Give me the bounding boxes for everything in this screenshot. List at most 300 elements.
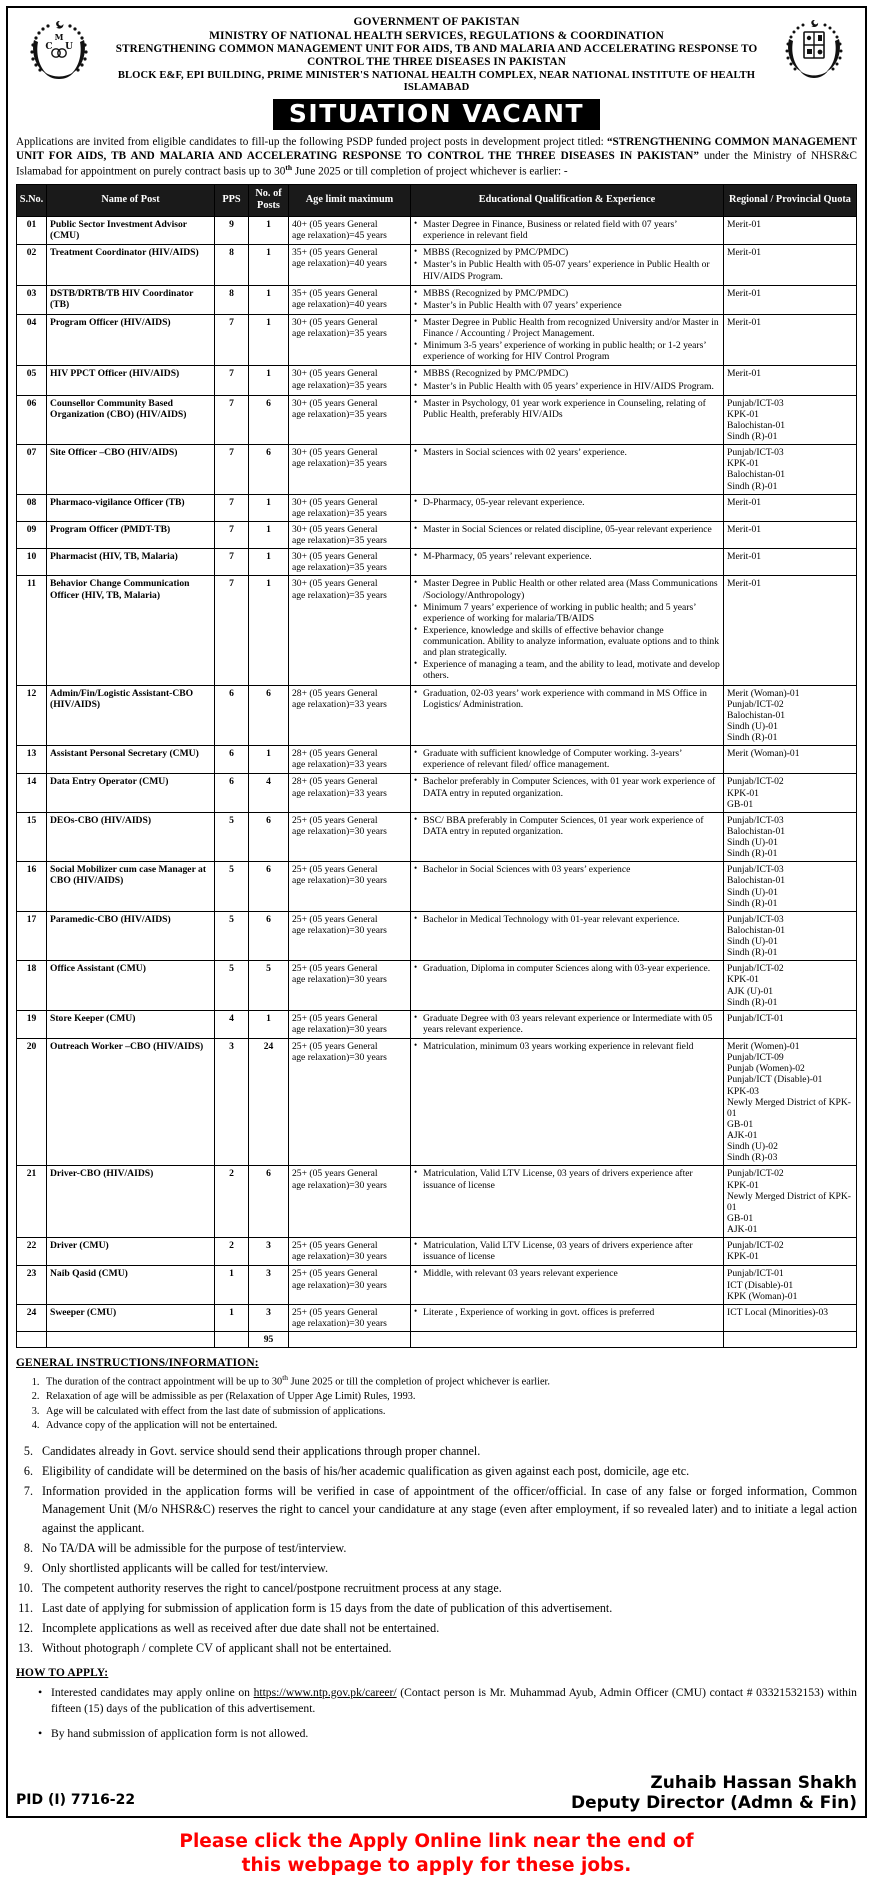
- cell-age: [289, 245, 411, 285]
- age-line: age relaxation)=35 years: [292, 507, 387, 519]
- cell-sno: 21: [17, 1166, 47, 1238]
- instruction-item: 11. Last date of applying for submission of application form is 15 days from the date of publication of this advertisement.: [36, 1599, 857, 1617]
- cell-age: [289, 1010, 411, 1038]
- education-list: [414, 748, 720, 770]
- quota-line: Punjab/ICT-09: [727, 1052, 784, 1064]
- education-list: [414, 815, 720, 837]
- quota-line: GB-01: [727, 1118, 754, 1130]
- quota-line: KPK-01: [727, 787, 759, 799]
- quota-line: AJK-01: [727, 1130, 758, 1141]
- pakistan-state-emblem-icon: [771, 14, 857, 82]
- education-list: [414, 914, 720, 925]
- cell-post: DSTB/DRTB/TB HIV Coordinator (TB): [47, 285, 215, 314]
- quota-line: Punjab/ICT-02: [727, 698, 784, 710]
- education-list: [414, 317, 720, 363]
- education-list: [414, 447, 720, 458]
- total-row-cell: [411, 1332, 724, 1348]
- quota-line: Punjab/ICT-01: [727, 1012, 784, 1024]
- table-row: [17, 746, 857, 774]
- education-item: • D-Pharmacy, 05-year relevant experience.: [414, 497, 720, 508]
- table-row: [17, 521, 857, 548]
- quota-line: Sindh (R)-01: [727, 996, 778, 1008]
- education-item: • Master in Social Sciences or related discipline, 05-year relevant experience: [414, 524, 720, 535]
- cell-quota: [724, 521, 857, 548]
- advertisement-frame: [6, 6, 867, 1818]
- cell-pps: 7: [215, 445, 249, 495]
- age-line: 35+ (05 years General: [292, 247, 378, 259]
- cell-age: [289, 774, 411, 812]
- cell-education: [411, 445, 724, 495]
- cell-post: Outreach Worker –CBO (HIV/AIDS): [47, 1039, 215, 1166]
- cell-post: Pharmacist (HIV, TB, Malaria): [47, 549, 215, 576]
- quota-line: Merit (Woman)-01: [727, 748, 800, 760]
- cell-education: [411, 1166, 724, 1238]
- education-item: • Master’s in Public Health with 07 years’ experience: [414, 300, 720, 311]
- age-line: age relaxation)=35 years: [292, 328, 387, 339]
- age-line: age relaxation)=30 years: [292, 875, 387, 887]
- cell-quota: [724, 285, 857, 314]
- cell-age: [289, 1304, 411, 1331]
- situation-vacant-banner: SITUATION VACANT: [273, 99, 600, 131]
- cell-education: [411, 1010, 724, 1038]
- cell-age: [289, 862, 411, 912]
- table-row: [17, 576, 857, 685]
- education-list: [414, 1307, 720, 1318]
- cell-education: [411, 746, 724, 774]
- table-row: [17, 961, 857, 1011]
- quota-line: Punjab/ICT-01: [727, 1268, 784, 1280]
- education-item: • Graduation, 02-03 years’ work experience with command in MS Office in Logistics/ Administration.: [414, 688, 720, 710]
- apply-item-byhand: • By hand submission of application form is not allowed.: [38, 1726, 857, 1742]
- quota-line: Balochistan-01: [727, 825, 786, 837]
- quota-line: KPK-01: [727, 408, 759, 420]
- age-line: 30+ (05 years General: [292, 368, 378, 380]
- cell-age: [289, 494, 411, 521]
- cell-post: Driver-CBO (HIV/AIDS): [47, 1166, 215, 1238]
- education-item: • M-Pharmacy, 05 years’ relevant experience.: [414, 551, 720, 562]
- education-list: [414, 1041, 720, 1052]
- age-line: age relaxation)=45 years: [292, 230, 387, 242]
- instruction-item: 1. The duration of the contract appointment will be up to 30th June 2025 or till the completion of project whichever is earlier.: [42, 1373, 857, 1390]
- cell-posts: 6: [249, 1166, 289, 1238]
- education-item: • Bachelor in Social Sciences with 03 years’ experience: [414, 864, 720, 875]
- education-item: • Master Degree in Public Health from recognized University and/or Master in Finance / Accounting / Project Management.: [414, 317, 720, 339]
- cell-posts: 6: [249, 445, 289, 495]
- cell-quota: [724, 685, 857, 746]
- cell-pps: 5: [215, 961, 249, 1011]
- quota-line: Sindh (R)-01: [727, 431, 778, 442]
- jobs-table-body: [17, 217, 857, 1348]
- quota-line: Sindh (R)-01: [727, 732, 778, 743]
- header-line-project: STRENGTHENING COMMON MANAGEMENT UNIT FOR AIDS, TB AND MALARIA AND ACCELERATING RESPONSE TO CONTROL THE THREE DISEASES IN PAKISTAN: [115, 43, 758, 69]
- age-line: 30+ (05 years General: [292, 578, 378, 590]
- quota-line: Balochistan-01: [727, 469, 786, 481]
- quota-line: Punjab/ICT-03: [727, 397, 784, 409]
- age-line: 30+ (05 years General: [292, 551, 378, 563]
- cell-age: [289, 1039, 411, 1166]
- cell-posts: 3: [249, 1266, 289, 1304]
- cell-pps: 2: [215, 1238, 249, 1266]
- education-item: • Minimum 3-5 years’ experience of working in public health; or 1-2 years’ experience of working for HIV Control Program: [414, 340, 720, 362]
- cell-pps: 4: [215, 1010, 249, 1038]
- instruction-item: 10. The competent authority reserves the right to cancel/postpone recruitment process at any stage.: [36, 1579, 857, 1597]
- quota-line: Merit-01: [727, 247, 762, 259]
- table-total-row: [17, 1332, 857, 1348]
- age-line: age relaxation)=35 years: [292, 535, 387, 546]
- cell-post: Pharmaco-vigilance Officer (TB): [47, 494, 215, 521]
- svg-text:M: M: [54, 32, 64, 42]
- quota-line: GB-01: [727, 1212, 754, 1224]
- age-line: 25+ (05 years General: [292, 1012, 378, 1024]
- quota-line: Merit-01: [727, 287, 762, 299]
- quota-line: Merit-01: [727, 316, 762, 328]
- education-item: • Matriculation, Valid LTV License, 03 years of drivers experience after issuance of license: [414, 1168, 720, 1190]
- cell-quota: [724, 445, 857, 495]
- cell-posts: 6: [249, 395, 289, 445]
- cell-pps: 7: [215, 494, 249, 521]
- cell-age: [289, 576, 411, 685]
- table-row: [17, 1238, 857, 1266]
- education-list: [414, 1240, 720, 1262]
- cell-education: [411, 812, 724, 862]
- education-list: [414, 368, 720, 391]
- age-line: age relaxation)=35 years: [292, 379, 387, 391]
- cell-quota: [724, 549, 857, 576]
- quota-line: Punjab/ICT-02: [727, 963, 784, 975]
- quota-line: Newly Merged District of KPK-01: [727, 1190, 851, 1213]
- age-line: age relaxation)=35 years: [292, 562, 387, 574]
- cell-sno: 20: [17, 1039, 47, 1166]
- cell-posts: 3: [249, 1238, 289, 1266]
- total-row-cell: [724, 1332, 857, 1348]
- age-line: 30+ (05 years General: [292, 447, 378, 459]
- quota-line: Sindh (R)-01: [727, 480, 778, 492]
- cell-age: [289, 521, 411, 548]
- cell-pps: 1: [215, 1304, 249, 1331]
- instruction-item: 2. Relaxation of age will be admissible as per (Relaxation of Upper Age Limit) Rules, 1993.: [42, 1390, 857, 1405]
- age-line: 35+ (05 years General: [292, 287, 378, 299]
- education-item: • Experience of managing a team, and the ability to lead, motivate and develop others.: [414, 659, 720, 681]
- total-row-cell: [17, 1332, 47, 1348]
- pid-number: PID (I) 7716-22: [16, 1791, 136, 1808]
- cell-education: [411, 494, 724, 521]
- quota-line: Sindh (U)-01: [727, 837, 778, 848]
- age-line: age relaxation)=35 years: [292, 589, 387, 601]
- cell-sno: 02: [17, 245, 47, 285]
- cell-age: [289, 395, 411, 445]
- cell-sno: 09: [17, 521, 47, 548]
- cell-education: [411, 1238, 724, 1266]
- cell-age: [289, 1266, 411, 1304]
- education-list: [414, 551, 720, 562]
- age-line: 25+ (05 years General: [292, 1168, 378, 1180]
- cell-post: Public Sector Investment Advisor (CMU): [47, 217, 215, 245]
- cell-sno: 19: [17, 1010, 47, 1038]
- age-line: age relaxation)=40 years: [292, 298, 387, 310]
- cell-education: [411, 685, 724, 746]
- age-line: 25+ (05 years General: [292, 913, 378, 925]
- cell-pps: 8: [215, 245, 249, 285]
- header-line-address: BLOCK E&F, EPI BUILDING, PRIME MINISTER'S NATIONAL HEALTH COMPLEX, NEAR NATIONAL INSTITUTE OF HEALTH: [117, 69, 756, 81]
- cell-posts: 1: [249, 746, 289, 774]
- education-item: • Master Degree in Finance, Business or related field with 07 years’ experience in relevant field: [414, 219, 720, 241]
- cell-sno: 23: [17, 1266, 47, 1304]
- cell-post: Sweeper (CMU): [47, 1304, 215, 1331]
- cell-posts: 4: [249, 774, 289, 812]
- cell-quota: [724, 366, 857, 395]
- cell-quota: [724, 862, 857, 912]
- cell-quota: [724, 314, 857, 366]
- quota-line: Punjab/ICT (Disable)-01: [727, 1074, 823, 1086]
- table-row: [17, 217, 857, 245]
- table-row: [17, 285, 857, 314]
- cell-education: [411, 366, 724, 395]
- age-line: age relaxation)=33 years: [292, 787, 387, 799]
- quota-line: Merit-01: [727, 368, 762, 380]
- education-item: • MBBS (Recognized by PMC/PMDC): [414, 368, 720, 379]
- table-header-row: [17, 185, 857, 217]
- cell-education: [411, 217, 724, 245]
- age-line: 30+ (05 years General: [292, 397, 378, 409]
- age-line: 30+ (05 years General: [292, 316, 378, 328]
- cell-age: [289, 961, 411, 1011]
- instruction-item: 5. Candidates already in Govt. service should send their applications through proper channel.: [36, 1442, 857, 1460]
- quota-line: KPK-01: [727, 974, 759, 986]
- cell-pps: 6: [215, 746, 249, 774]
- cell-pps: 8: [215, 285, 249, 314]
- education-list: [414, 578, 720, 681]
- table-row: [17, 395, 857, 445]
- apply-online-link[interactable]: https://www.ntp.gov.pk/career/: [253, 1685, 397, 1699]
- cell-post: Site Officer –CBO (HIV/AIDS): [47, 445, 215, 495]
- quota-line: Merit-01: [727, 578, 762, 590]
- cell-education: [411, 395, 724, 445]
- age-line: 25+ (05 years General: [292, 1268, 378, 1280]
- education-item: • Graduate with sufficient knowledge of Computer working. 3-years’ experience of relevant filed/ office management.: [414, 748, 720, 770]
- education-item: • Masters in Social sciences with 02 years’ experience.: [414, 447, 720, 458]
- cell-posts: 1: [249, 314, 289, 366]
- table-row: [17, 314, 857, 366]
- cell-post: Program Officer (PMDT-TB): [47, 521, 215, 548]
- cell-quota: [724, 494, 857, 521]
- education-item: • Bachelor preferably in Computer Sciences, with 01 year work experience of DATA entry in reputed organization.: [414, 776, 720, 798]
- education-list: [414, 1013, 720, 1035]
- jobs-table-header: [17, 185, 857, 217]
- education-list: [414, 398, 720, 420]
- quota-line: KPK (Woman)-01: [727, 1290, 798, 1302]
- cell-sno: 11: [17, 576, 47, 685]
- cell-education: [411, 961, 724, 1011]
- cmu-logo-icon: [16, 14, 102, 82]
- quota-line: Merit-01: [727, 551, 762, 563]
- education-list: [414, 688, 720, 710]
- cell-post: Paramedic-CBO (HIV/AIDS): [47, 911, 215, 961]
- cell-pps: 7: [215, 549, 249, 576]
- table-row: [17, 1304, 857, 1331]
- cell-education: [411, 576, 724, 685]
- cell-post: Naib Qasid (CMU): [47, 1266, 215, 1304]
- quota-line: Balochistan-01: [727, 419, 786, 431]
- cell-sno: 05: [17, 366, 47, 395]
- quota-line: Punjab/ICT-03: [727, 913, 784, 925]
- education-item: • Experience, knowledge and skills of effective behavior change communication. Ability to analyze information, evaluate options and to think and plan strategically.: [414, 625, 720, 658]
- table-row: [17, 1266, 857, 1304]
- education-item: • Minimum 7 years’ experience of working in public health; and 5 years’ experience of working for malaria/TB/AIDS: [414, 602, 720, 624]
- age-line: 25+ (05 years General: [292, 1041, 378, 1052]
- education-list: [414, 963, 720, 974]
- cell-pps: 9: [215, 217, 249, 245]
- age-line: 25+ (05 years General: [292, 814, 378, 826]
- quota-line: Punjab/ICT-02: [727, 1168, 784, 1180]
- cell-sno: 04: [17, 314, 47, 366]
- cell-age: [289, 445, 411, 495]
- col-header-age: Age limit maximum: [289, 185, 411, 217]
- cell-sno: 10: [17, 549, 47, 576]
- header-line-ministry: MINISTRY OF NATIONAL HEALTH SERVICES, REGULATIONS & COORDINATION: [209, 29, 664, 42]
- instruction-item: 12. Incomplete applications as well as received after due date shall not be entertained.: [36, 1619, 857, 1637]
- total-row-cell: [47, 1332, 215, 1348]
- table-row: [17, 245, 857, 285]
- cell-pps: 7: [215, 366, 249, 395]
- quota-line: Sindh (U)-01: [727, 720, 778, 732]
- cell-posts: 6: [249, 812, 289, 862]
- svg-text:C: C: [45, 42, 53, 52]
- intro-part1: Applications are invited from eligible candidates to fill-up the following PSDP funded project posts in development project titled:: [16, 136, 604, 149]
- quota-line: Merit (Woman)-01: [727, 687, 800, 699]
- instruction-item: 6. Eligibility of candidate will be determined on the basis of his/her academic qualification as given against each post, domicile, age etc.: [36, 1462, 857, 1480]
- instruction-item: 7. Information provided in the application forms will be verified in case of appointment of the officer/official. In case of any false or forged information, Common Management Unit (M/o NHSR&C) reserves the right to cancel your candidature at any stage (even after employment, if so revealed later) and to initiate a legal action against the applicant.: [36, 1482, 857, 1536]
- situation-vacant-banner-wrap: [16, 99, 857, 131]
- age-line: 25+ (05 years General: [292, 1240, 378, 1252]
- cell-quota: [724, 395, 857, 445]
- age-line: age relaxation)=30 years: [292, 1052, 387, 1064]
- cell-sno: 18: [17, 961, 47, 1011]
- cell-education: [411, 314, 724, 366]
- intro-quoted-title: “STRENGTHENING COMMON MANAGEMENT UNIT FOR AIDS, TB AND MALARIA AND ACCELERATING RESPONSE TO CONTROL THE THREE DISEASES IN PAKISTAN”: [16, 136, 857, 163]
- education-item: • Literate , Experience of working in govt. offices is preferred: [414, 1307, 720, 1318]
- quota-line: ICT (Disable)-01: [727, 1279, 794, 1291]
- instruction-item: 3. Age will be calculated with effect from the last date of submission of applications.: [42, 1405, 857, 1420]
- cell-posts: 1: [249, 1010, 289, 1038]
- col-header-education: Educational Qualification & Experience: [411, 185, 724, 217]
- age-line: 25+ (05 years General: [292, 1306, 378, 1318]
- cell-education: [411, 1266, 724, 1304]
- cell-pps: 1: [215, 1266, 249, 1304]
- age-line: age relaxation)=30 years: [292, 1251, 387, 1263]
- header-text-block: [102, 14, 771, 95]
- cell-sno: 16: [17, 862, 47, 912]
- table-row: [17, 549, 857, 576]
- cell-education: [411, 285, 724, 314]
- cell-sno: 08: [17, 494, 47, 521]
- cell-age: [289, 685, 411, 746]
- quota-line: Punjab/ICT-02: [727, 776, 784, 788]
- cell-posts: 1: [249, 549, 289, 576]
- age-line: age relaxation)=35 years: [292, 458, 387, 470]
- age-line: 28+ (05 years General: [292, 748, 378, 760]
- quota-line: Sindh (R)-01: [727, 848, 778, 860]
- cell-pps: 7: [215, 521, 249, 548]
- quota-line: KPK-01: [727, 1179, 759, 1191]
- table-row: [17, 685, 857, 746]
- quota-line: KPK-01: [727, 458, 759, 470]
- cell-posts: 1: [249, 366, 289, 395]
- cell-post: Admin/Fin/Logistic Assistant-CBO (HIV/AIDS): [47, 685, 215, 746]
- age-line: age relaxation)=30 years: [292, 1279, 387, 1291]
- table-row: [17, 1166, 857, 1238]
- document-header: [16, 14, 857, 95]
- quota-line: Punjab (Women)-02: [727, 1063, 805, 1075]
- instruction-item: 8. No TA/DA will be admissible for the purpose of test/interview.: [36, 1539, 857, 1557]
- svg-text:U: U: [65, 42, 73, 52]
- cell-pps: 5: [215, 812, 249, 862]
- cell-post: HIV PPCT Officer (HIV/AIDS): [47, 366, 215, 395]
- age-line: age relaxation)=33 years: [292, 698, 387, 710]
- cell-education: [411, 911, 724, 961]
- cell-age: [289, 911, 411, 961]
- how-to-apply-title: HOW TO APPLY:: [16, 1666, 109, 1679]
- cell-quota: [724, 1039, 857, 1166]
- quota-line: Sindh (R)-01: [727, 947, 778, 959]
- cell-post: Program Officer (HIV/AIDS): [47, 314, 215, 366]
- education-item: • Matriculation, Valid LTV License, 03 years of drivers experience after issuance of license: [414, 1240, 720, 1262]
- age-line: 25+ (05 years General: [292, 864, 378, 876]
- cell-education: [411, 1039, 724, 1166]
- education-item: • BSC/ BBA preferably in Computer Sciences, 01 year work experience of DATA entry in reputed organization.: [414, 815, 720, 837]
- header-line-city: ISLAMABAD: [403, 82, 470, 94]
- age-line: age relaxation)=30 years: [292, 1179, 387, 1191]
- cell-education: [411, 774, 724, 812]
- age-line: 40+ (05 years General: [292, 219, 378, 230]
- table-row: [17, 862, 857, 912]
- quota-line: Sindh (U)-01: [727, 936, 778, 947]
- cell-quota: [724, 217, 857, 245]
- education-list: [414, 219, 720, 241]
- age-line: age relaxation)=33 years: [292, 759, 387, 771]
- cell-sno: 14: [17, 774, 47, 812]
- cell-pps: 6: [215, 774, 249, 812]
- cell-quota: [724, 774, 857, 812]
- cell-pps: 3: [215, 1039, 249, 1166]
- age-line: 28+ (05 years General: [292, 776, 378, 788]
- cell-quota: [724, 1238, 857, 1266]
- cell-sno: 13: [17, 746, 47, 774]
- apply-text-pre: Interested candidates may apply online on: [51, 1685, 254, 1699]
- cell-pps: 2: [215, 1166, 249, 1238]
- quota-line: Merit-01: [727, 496, 762, 508]
- jobs-table: [16, 184, 857, 1348]
- cell-post: Office Assistant (CMU): [47, 961, 215, 1011]
- cell-pps: 7: [215, 395, 249, 445]
- col-header-post: Name of Post: [47, 185, 215, 217]
- instruction-item: 13. Without photograph / complete CV of applicant shall not be entertained.: [36, 1639, 857, 1657]
- instruction-item: 4. Advance copy of the application will not be entertained.: [42, 1419, 857, 1434]
- cell-post: Driver (CMU): [47, 1238, 215, 1266]
- quota-line: KPK-03: [727, 1085, 759, 1097]
- apply-online-note: [0, 1830, 873, 1878]
- table-row: [17, 494, 857, 521]
- quota-line: Punjab/ICT-03: [727, 447, 784, 459]
- education-item: • Middle, with relevant 03 years relevant experience: [414, 1268, 720, 1279]
- cell-age: [289, 285, 411, 314]
- col-header-sno: S.No.: [17, 185, 47, 217]
- quota-line: GB-01: [727, 798, 754, 810]
- age-line: 30+ (05 years General: [292, 523, 378, 535]
- col-header-posts: No. of Posts: [249, 185, 289, 217]
- education-item: • Master Degree in Public Health or other related area (Mass Communications /Sociology/Anthropology): [414, 578, 720, 600]
- quota-line: KPK-01: [727, 1251, 759, 1263]
- cell-quota: [724, 576, 857, 685]
